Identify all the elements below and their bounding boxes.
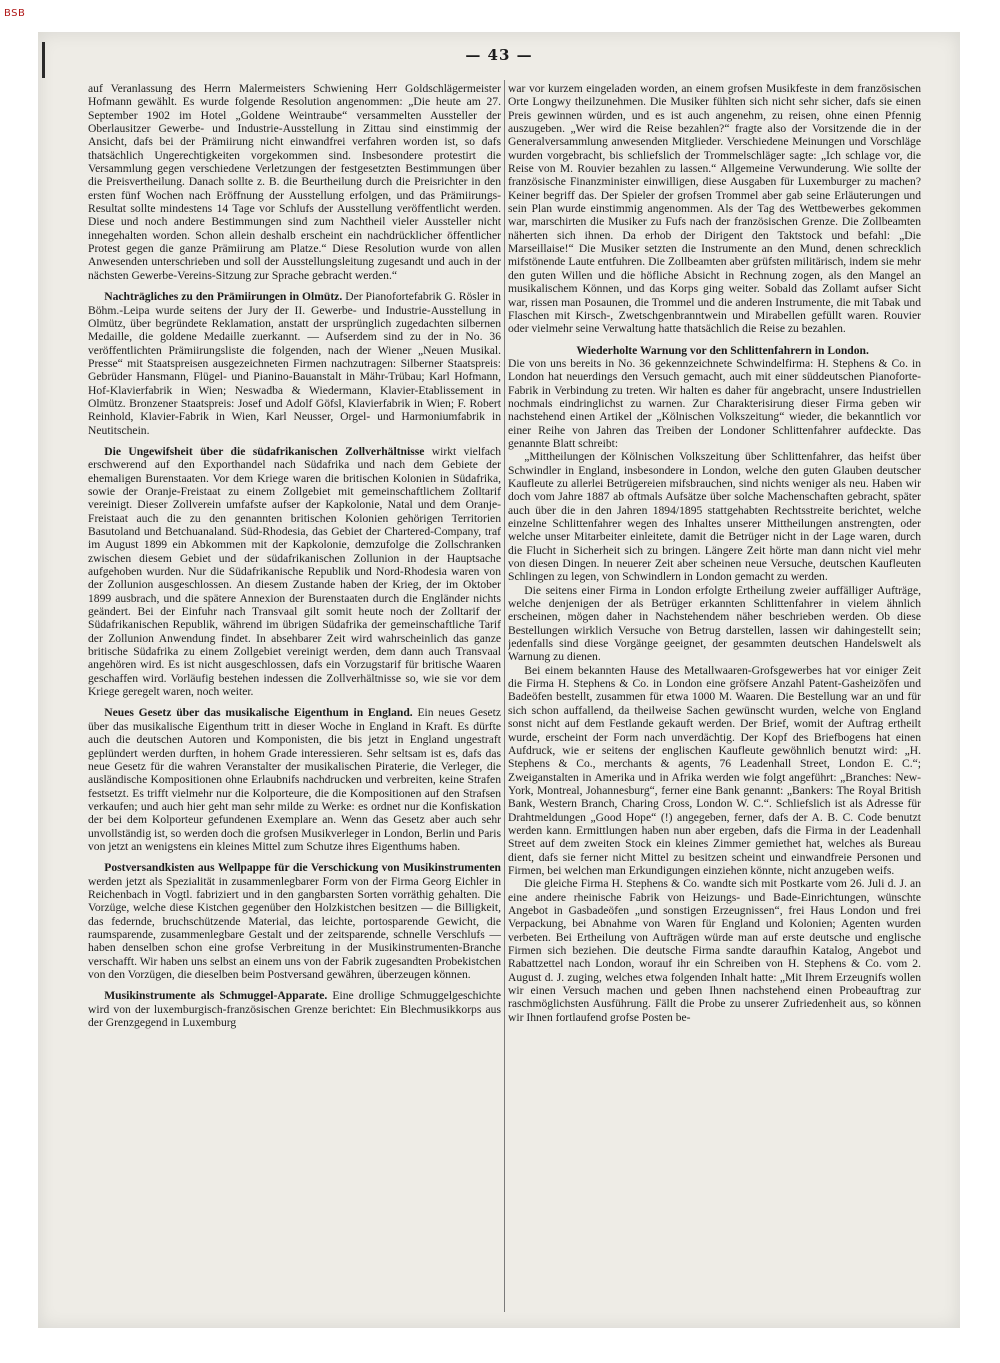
article-headline: Nachträgliches zu den Prämiirungen in Olmütz. xyxy=(104,290,343,304)
article-paragraph xyxy=(88,290,501,437)
article-paragraph xyxy=(88,706,501,853)
article-paragraph: „Mittheilungen der Kölnischen Volkszeitung über Schlittenfahrer, das heifst über Schwindler in England, insbesondere in London, welche den guten Glauben deutscher Kaufleute zu allerlei Betrügereien mifsbrauchen, sind nichts weniger als neu. Haben wir doch vom Jahre 1887 ab oftmals Aufsätze über solche Machenschaften gebracht, später auch über die in den Jahren 1894/1895 stattgehabten Rechtsstreite berichtet, welche einzelne Schlittenfahrer wegen des Inhaltes unserer Mittheilungen anstrengten, oder welche unser Mitarbeiter einleitete, damit die Betrüger nicht in der Lage waren, durch die Flucht in Sicherheit sich zu bringen. Längere Zeit hörte man dann nicht viel mehr von diesen Dingen. In neuerer Zeit aber scheinen neue Versuche, deutschen Kaufleuten Schlingen zu legen, von Schwindlern in London gemacht zu werden. xyxy=(508,450,921,584)
article-text: werden jetzt als Spezialität in zusammenlegbarer Form von der Firma Georg Eichler in Reichenbach in Vogtl. fabriziert und in den gangbarsten Sorten vorräthig gehalten. Die Vorzüge, welche diese Kistchen gegenüber den Holzkistchen besitzen — die Billigkeit, das federnde, bruchschützende Material, das leichte, portosparende Gewicht, die raumsparende, zusammenlegbare Gestalt und der zeitsparende, schnelle Verschlufs — haben denselben schon eine grofse Verbreitung in der Musikinstrumenten-Branche verschafft. Wir haben uns selbst an einem uns von der Fabrik zugesandten Probekistchen von den Vorzügen, die dieselben beim Postversand gewähren, überzeugen können. xyxy=(88,874,501,981)
article-text: Eine drollige Schmuggelgeschichte wird von der luxemburgisch-französischen Grenze berichtet: Ein Blechmusikkorps aus der Grenzgegend in Luxemburg xyxy=(88,989,501,1030)
article-schmuggel xyxy=(88,989,501,1029)
article-paragraph xyxy=(88,989,501,1029)
article-paragraph: Die seitens einer Firma in London erfolgte Ertheilung zweier auffälliger Aufträge, welche denjenigen der als Betrüger erkannten Schlittenfahrer in vielem ähnlich erscheinen, mögen daher in Nachstehendem näher beschrieben werden. Ob diese Bestellungen wirklich Versuche von Betrug darstellen, lassen wir dahingestellt sein; jedenfalls sind diese Vorgänge geeignet, der gesammten deutschen Handelswelt als Warnung zu dienen. xyxy=(508,583,921,664)
article-paragraph: Bei einem bekannten Hause des Metallwaaren-Grofsgewerbes hat vor einiger Zeit die Firma H. Stephens & Co. in London eine gröfsere Anzahl Patent-Gasheizöfen und Badeöfen bestellt, zusammen für etwa 1000 M. Waaren. Die Bestellung war an und für sich schon auffallend, da theilweise Sachen gewünscht wurden, welche von England sonst nicht auf dem Festlande gekauft werden. Der Brief, womit der Auftrag ertheilt wurde, erscheint der Form nach unverdächtig. Der Kopf des Briefbogens hat einen Aufdruck, wie er seitens der englischen Kaufleute gewöhnlich benutzt wird: „H. Stephens & Co., merchants & agents, 76 Leadenhall Street, London E. C.“; Zweiganstalten in Amerika und in Afrika werden wie folgt angeführt: „Branches: New-York, Montreal, Johannesburg“, ferner eine Bank genannt: „Bankers: The Royal British Bank, Western Branch, Charing Cross, London W. C.“. Schliefslich ist als Adresse für Drahtmeldungen „Good Hope“ (!) angegeben, ferner, dafs der A. B. C. Code benutzt werden kann. Ermittlungen haben nun aber ergeben, dafs die Firma in der Leadenhall Street auf dem zweiten Stock ein kleines Zimmer gemiethet hat, welches als Bureau dient, dafs sie ferner nicht Mittel zu besitzen scheint und einwandfreie Personen und Firmen, bei welchen man Erkundigungen einziehen könnte, nicht anzugeben weifs. xyxy=(508,663,921,877)
article-paragraph: Die von uns bereits in No. 36 gekennzeichnete Schwindelfirma: H. Stephens & Co. in London hat neuerdings den Versuch gemacht, auch mit einer süddeutschen Pianoforte-Fabrik in Verbindung zu treten. Wir halten es daher für angebracht, unsere Industriellen nochmals eindringlichst zu warnen. Zur Charakterisirung dieser Firma geben wir nachstehend einen Artikel der „Kölnischen Volkszeitung“ wieder, die bekanntlich vor einer Reihe von Jahren das Treiben der Londoner Schlittenfahrer aufdeckte. Das genannte Blatt schreibt: xyxy=(508,356,921,450)
article-schmuggel-continued xyxy=(508,82,921,336)
column-divider xyxy=(504,80,505,1312)
article-postversandkisten xyxy=(88,861,501,981)
article-paragraph: auf Veranlassung des Herrn Malermeisters Schwiening Herr Goldschlägermeister Hofmann gewählt. Es wurde folgende Resolution angenommen: „Die heute am 27. September 1902 im Hotel „Goldene Weintraube“ versammelten Aussteller der Oberlausitzer Gewerbe- und Industrie-Ausstellung in Zittau sind einstimmig der Ansicht, dafs bei der Prämiirung nicht einwandfrei verfahren worden ist, so dafs thatsächlich Ungerechtigkeiten vorgekommen sind. Insbesondere protestirt die Versammlung gegen verschiedene Verletzungen der festgesetzten Bestimmungen über die Preisvertheilung. Danach sollte z. B. die Beurtheilung durch die Preisrichter in den ersten fünf Wochen nach Eröffnung der Ausstellung erfolgen, und das Prämiirungs-Resultat sollte mindestens 14 Tage vor Schlufs der Ausstellung veröffentlicht werden. Diese und noch andere Bestimmungen sind zum Nachtheil vieler Aussteller nicht innegehalten worden. Schon allein deshalb erscheint ein nachdrücklicher öffentlicher Protest gegen die ganze Prämiirung am Platze.“ Diese Resolution wurde von allen Anwesenden unterschrieben und soll der Ausstellungsleitung zugesandt und auch in der nächsten Gewerbe-Vereins-Sitzung zur Sprache gebracht werden.“ xyxy=(88,82,501,282)
article-headline: Die Ungewifsheit über die südafrikanischen Zollverhältnisse xyxy=(104,444,425,458)
scanned-page xyxy=(38,32,960,1328)
article-text: wirkt vielfach erschwerend auf den Exporthandel nach Südafrika und nach dem Gebiete der ehemaligen Burenstaaten. Vor dem Kriege waren die britischen Kolonien in Südafrika, sowie der Oranje-Freistaat zu einem Zollgebiet mit gemeinschaftlichem Zolltarif vereinigt. Dieser Zollverein umfafste aufser der Kapkolonie, Natal und dem Oranje-Freistaat auch die zu den genannten britischen Kolonien gehörigen Territorien Basutoland und Betchuanaland. Süd-Rhodesia, das Gebiet der Chartered-Company, traf im August 1899 ein Abkommen mit der Kapkolonie, demzufolge die Zollschranken zwischen diesem Gebiet und der südafrikanischen Zollunion in der Hauptsache aufgehoben wurden. Nur die Südafrikanische Republik und Nord-Rhodesia waren von der Zollunion ausgeschlossen. An diesem Zustande haben der Krieg, der im Oktober 1899 ausbrach, und die spätere Annexion der Burenstaaten durch die Engländer nichts geändert. Bei der Einfuhr nach Transvaal gilt somit heute noch der Zolltarif der Südafrikanischen Republik, während im übrigen Südafrika der gemeinschaftliche Tarif der Zollunion Anwendung findet. In absehbarer Zeit wird wahrscheinlich das ganze britische Südafrika zu einem Zollgebiet vereinigt werden, dem dann auch Transvaal angehören wird. Es ist nicht ausgeschlossen, dafs ein Vorzugstarif für britische Waaren geschaffen wird. Vorläufig bestehen indessen die Zollverhältnisse so, wie sie vor dem Kriege geregelt waren, noch weiter. xyxy=(88,444,501,699)
left-column xyxy=(88,82,501,1312)
article-headline: Postversandkisten aus Wellpappe für die Verschickung von Musikinstrumenten xyxy=(104,861,501,875)
page-number: — 43 — xyxy=(465,46,533,64)
article-headline: Musikinstrumente als Schmuggel-Apparate. xyxy=(104,989,328,1003)
article-olmuetz xyxy=(88,290,501,437)
article-paragraph: Die gleiche Firma H. Stephens & Co. wandte sich mit Postkarte vom 26. Juli d. J. an eine andere rheinische Fabrik von Heizungs- und Bade-Einrichtungen, wünschte Angebot in Gasbadeöfen „und sonstigen Erzeugnissen“, frei Haus London und frei Verpackung, bei Abnahme von Waren für England und Kolonien; Agenten wurden verbeten. Bei Ertheilung von Aufträgen würde man auf erste deutsche und englische Firmen sich beziehen. Die deutsche Firma sandte daraufhin Katalog, Angebot und Rabattzettel nach London, worauf ihr ein Schreiben von H. Stephens & Co. vom 2. August d. J. zuging, welches etwa folgenden Inhalt hatte: „Mit Ihrem Erzeugnifs wollen wir einen Versuch machen und geben Ihnen nachstehend einen Probeauftrag zur raschmöglichsten Ausführung. Fällt die Probe zu unserer Zufriedenheit aus, so können wir Ihnen fortlaufend grofse Posten be- xyxy=(508,877,921,1024)
article-headline: Neues Gesetz über das musikalische Eigenthum in England. xyxy=(104,706,413,720)
right-column xyxy=(508,82,921,1312)
article-eigenthum xyxy=(88,706,501,853)
article-headline: Wiederholte Warnung vor den Schlittenfahrern in London. xyxy=(576,343,869,357)
article-text: Ein neues Gesetz über das musikalische Eigenthum tritt in dieser Woche in England in Kraft. Es dürfte auch die deutschen Autoren und Komponisten, die bis jetzt in England ungestraft geplündert werden durften, in hohem Grade interessieren. Sehr seltsam ist es, dafs das neue Gesetz für die wahren Veranstalter der musikalischen Piraterie, die Verleger, die ausländische Kompositionen ohne Erlaubnifs nachdrucken und verbreiten, keine Strafen festsetzt. Es trifft vielmehr nur die Kolporteure, die die Kompositionen auf den Strafsen verkaufen; und auch hier geht man sehr milde zu Werke: es ordnet nur die Konfiskation der bei dem Kolporteur gefundenen Exemplare an. Wenn das Gesetz aber auch sehr unvollständig ist, so werden doch die grofsen Musikverleger in London, Berlin und Paris von jetzt an wenigstens ein kleines Mittel zum Schutze ihres Eigenthums haben. xyxy=(88,706,501,853)
article-paragraph: war vor kurzem eingeladen worden, an einem grofsen Musikfeste in dem französischen Orte Longwy theilzunehmen. Die Musiker fühlten sich nicht sehr sicher, dafs sie einen Preis gewinnen würden, und es ist auch angenehm, zu reisen, ohne einen Pfennig auszugeben. „Wer wird die Reise bezahlen?“ fragte also der Vorsitzende die in der Generalversammlung anwesenden Mitglieder. Verschiedene Meinungen und Vorschläge wurden vorgebracht, bis schliefslich der Trommelschläger sagte: „Ich schlage vor, die Reise von M. Rouvier bezahlen zu lassen.“ Allgemeine Verwunderung. Wie sollte der französische Finanzminister einwilligen, diese Ausgaben für Luxemburger zu machen? Keiner begriff das. Der Spieler der grofsen Trommel aber gab seine Erläuterungen und sein Plan wurde einstimmig angenommen. Als der Tag des Wettbewerbes gekommen war, marschirten die Musiker zu Fufs nach der französischen Grenze. Die Zollbeamten näherten sich ihnen. Da erhob der Dirigent den Taktstock und befahl: „Die Marseillaise!“ Die Musiker setzten die Instrumente an den Mund, denen schrecklich mifstönende Laute entfuhren. Die Zollbeamten aber grüfsten militärisch, indem sie mehr den guten Willen und die höfliche Absicht in Rechnung zogen, als den Mangel an musikalischem Können, und das Korps ging weiter. Sobald das Zollamt aufser Sicht war, rissen man Posaunen, die Trommel und die anderen Instrumente, die mit Tabak und Flaschen mit Kirsch-, Zwetschgenbranntwein und Mirabellen gefüllt waren. Rouvier oder vielmehr seine Verwaltung hatte thatsächlich die Reise zu bezahlen. xyxy=(508,82,921,336)
article-schlittenfahrer xyxy=(508,344,921,1025)
article-zollverhaeltnisse xyxy=(88,445,501,699)
article-paragraph xyxy=(88,445,501,699)
library-mark: BSB xyxy=(4,8,26,19)
article-text: Der Pianofortefabrik G. Rösler in Böhm.-Leipa wurde seitens der Jury der II. Gewerbe- und Industrie-Ausstellung in Olmütz, über begründete Reklamation, anstatt der ursprünglich zugedachten silbernen Medaille, die goldene Medaille zuerkannt. — Aufserdem sind zu der in No. 36 veröffentlichten Prämiirungsliste die folgenden, nach der Wiener „Neuen Musikal. Presse“ mit Staatspreisen ausgezeichneten Firmen nachzutragen: Silberner Staatspreis: Gebrüder Hansmann, Flügel- und Pianino-Bauanstalt in Mähr-Trübau; Karl Hofmann, Hof-Klavierfabrik in Wien; Neswadba & Wiedermann, Klavier-Etablissement in Olmütz. Bronzener Staatspreis: Josef und Adolf Göfsl, Klavierfabrik in Wien; F. Robert Reinhold, Klavier-Fabrik in Wien, Karl Neusser, Orgel- und Harmoniumfabrik in Neutitschein. xyxy=(88,290,501,437)
article-resolution xyxy=(88,82,501,282)
article-paragraph xyxy=(88,861,501,981)
